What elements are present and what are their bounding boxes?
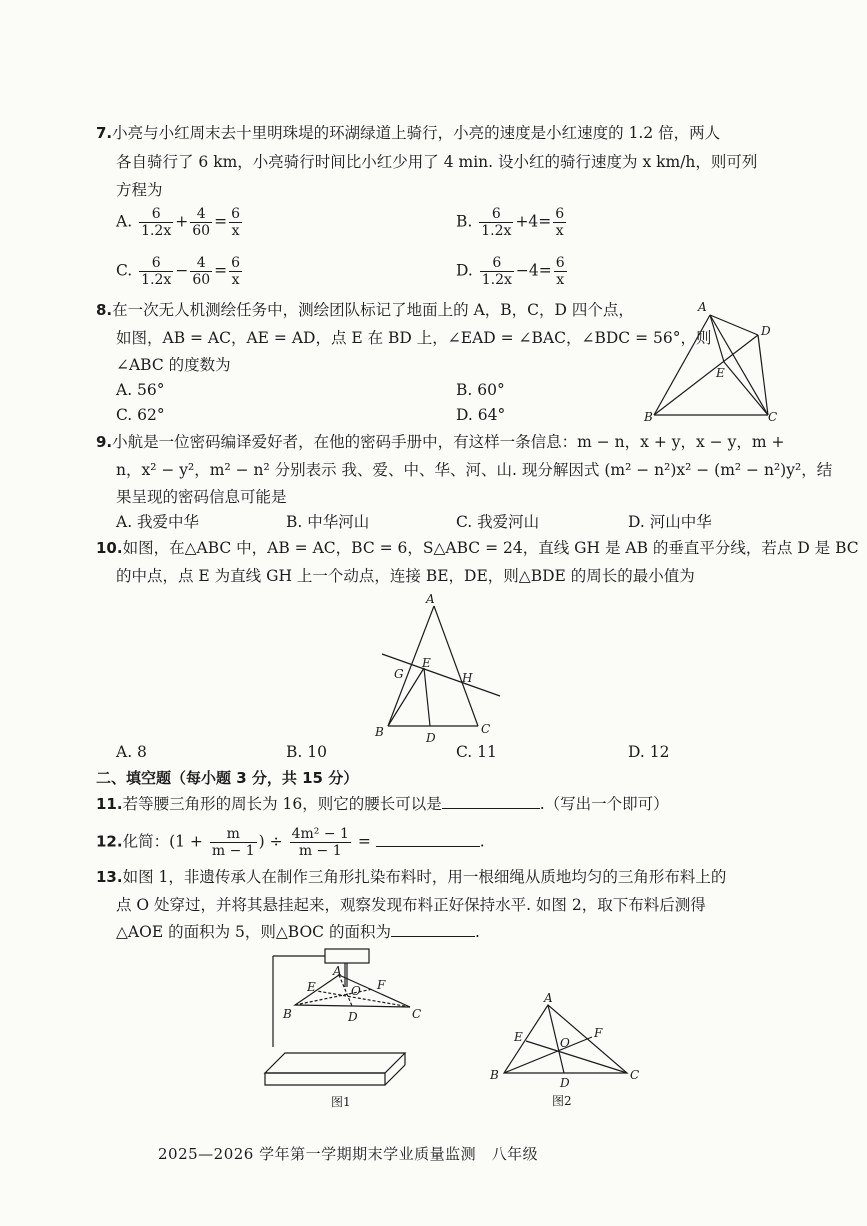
label-d: D	[426, 731, 436, 745]
figure-1-caption: 图1	[331, 1095, 351, 1109]
q7-option-c: C. $\frac{6}{1.2x}$ − $\frac{4}{60}$ = $\frac{6}{x}$	[116, 255, 241, 288]
label-c: C	[630, 1068, 640, 1082]
q13-figure-2	[482, 985, 652, 1110]
label-b: B	[490, 1068, 499, 1082]
q13-figure-1	[255, 945, 445, 1115]
q8-number: 8.	[96, 301, 113, 319]
label-e: E	[716, 366, 725, 380]
q8-figure	[640, 295, 790, 430]
q8-line1: 8.在一次无人机测绘任务中，测绘团队标记了地面上的 A，B，C，D 四个点，	[96, 301, 634, 319]
fraction: $\frac{4}{60}$	[192, 206, 211, 239]
fraction: $\frac{6}{1.2x}$	[141, 255, 172, 288]
q9-option-a: A. 我爱中华	[116, 513, 200, 531]
q9-line2: n，x² − y²，m² − n² 分别表示 我、爱、中、华、河、山. 现分解因式 (m² − n²)x² − (m² − n²)y²，结	[116, 461, 833, 479]
label-b: B	[375, 725, 384, 739]
answer-blank[interactable]	[442, 808, 540, 809]
q10-option-d: D. 12	[628, 743, 670, 761]
label-a: A	[698, 300, 707, 314]
q7-line1	[96, 123, 720, 143]
q10-option-a: A. 8	[116, 743, 147, 761]
q9-option-c: C. 我爱河山	[456, 513, 540, 531]
fraction: $\frac{4}{60}$	[192, 255, 211, 288]
label-f: F	[377, 978, 386, 992]
q12: 12.化简：(1 + $\frac{m}{m - 1}$ ) ÷ $\frac{\text{4m² − 1}}{m - 1}$ = .	[96, 826, 485, 859]
label-e: E	[422, 656, 431, 670]
label-d: D	[560, 1076, 570, 1090]
q9-number: 9.	[96, 433, 113, 451]
label-d: D	[761, 324, 771, 338]
label-e: E	[514, 1030, 523, 1044]
q7-text1: 小亮与小红周末去十里明珠堤的环湖绿道上骑行，小亮的速度是小红速度的 1.2 倍，两人	[112, 124, 721, 142]
fraction: $\frac{6}{1.2x}$	[481, 255, 512, 288]
q8-option-d: D. 64°	[456, 406, 506, 424]
fraction: $\frac{6}{x}$	[555, 255, 565, 288]
fraction: $\frac{6}{x}$	[231, 255, 241, 288]
q7-line3: 方程为	[116, 181, 163, 199]
q13-line3: △AOE 的面积为 5，则△BOC 的面积为 .	[116, 923, 480, 941]
page-footer: 2025—2026 学年第一学期期末学业质量监测 八年级	[158, 1145, 539, 1163]
label-h: H	[462, 671, 473, 685]
fraction: $\frac{6}{1.2x}$	[141, 206, 172, 239]
label-a: A	[544, 991, 553, 1005]
q13-line2: 点 O 处穿过，并将其悬挂起来，观察发现布料正好保持水平. 如图 2，取下布料后测得	[116, 896, 706, 914]
label-f: F	[594, 1026, 603, 1040]
label-g: G	[394, 667, 404, 681]
q8-option-a: A. 56°	[116, 381, 165, 399]
q7-option-d: D. $\frac{6}{1.2x}$ −4= $\frac{6}{x}$	[456, 255, 565, 288]
label-c: C	[412, 1007, 422, 1021]
q7-line2: 各自骑行了 6 km，小亮骑行时间比小红少用了 4 min. 设小红的骑行速度为 x km/h，则可列	[116, 153, 758, 171]
fraction: $\frac{6}{1.2x}$	[481, 206, 512, 239]
q7-number: 7.	[96, 124, 113, 142]
q10-line2: 的中点，点 E 为直线 GH 上一个动点，连接 BE，DE，则△BDE 的周长的最小值为	[116, 567, 695, 585]
label-b: B	[644, 410, 653, 424]
q8-line2: 如图，AB = AC，AE = AD，点 E 在 BD 上，∠EAD = ∠BAC，∠BDC = 56°，则	[116, 329, 712, 347]
q8-option-c: C. 62°	[116, 406, 165, 424]
label-d: D	[348, 1010, 358, 1024]
q8-option-b: B. 60°	[456, 381, 505, 399]
answer-blank[interactable]	[391, 936, 475, 937]
label-c: C	[481, 722, 491, 736]
q10-figure	[370, 590, 510, 750]
q10-number: 10.	[96, 539, 123, 557]
fraction: $\frac{\text{4m² − 1}}{m - 1}$	[291, 826, 349, 859]
q13-line1: 13.如图 1，非遗传承人在制作三角形扎染布料时，用一根细绳从质地均匀的三角形布料上的	[96, 868, 727, 886]
label-a: A	[333, 964, 342, 978]
q8-line3: ∠ABC 的度数为	[116, 356, 231, 374]
label-b: B	[283, 1007, 292, 1021]
answer-blank[interactable]	[376, 846, 480, 847]
q9-option-b: B. 中华河山	[286, 513, 370, 531]
label-a: A	[426, 592, 435, 606]
label-c: C	[768, 410, 778, 424]
q12-number: 12.	[96, 832, 123, 851]
q9-option-d: D. 河山中华	[628, 513, 712, 531]
q9-line1: 9.小航是一位密码编译爱好者，在他的密码手册中，有这样一条信息：m − n，x + y，x − y，m +	[96, 433, 785, 451]
q10-option-c: C. 11	[456, 743, 497, 761]
label-o: O	[560, 1036, 570, 1050]
fraction: $\frac{6}{x}$	[231, 206, 240, 239]
q7-option-b: B. $\frac{6}{1.2x}$ +4= $\frac{6}{x}$	[456, 206, 565, 239]
q11: 11.若等腰三角形的周长为 16，则它的腰长可以是 .（写出一个即可）	[96, 795, 669, 813]
q10-option-b: B. 10	[286, 743, 327, 761]
q10-line1: 10.如图，在△ABC 中，AB = AC，BC = 6，S△ABC = 24，直线 GH 是 AB 的垂直平分线，若点 D 是 BC	[96, 539, 859, 557]
label-o: O	[351, 984, 361, 998]
q11-number: 11.	[96, 795, 123, 813]
label-e: E	[307, 980, 316, 994]
fraction: $\frac{m}{m - 1}$	[211, 826, 255, 859]
section-title: 二、填空题（每小题 3 分，共 15 分）	[96, 769, 359, 787]
q7-option-a: A. $\frac{6}{1.2x}$ + $\frac{4}{60}$ = $\frac{6}{x}$	[116, 206, 240, 239]
q9-line3: 果呈现的密码信息可能是	[116, 488, 287, 506]
fraction: $\frac{6}{x}$	[555, 206, 565, 239]
q13-number: 13.	[96, 868, 123, 886]
figure-2-caption: 图2	[552, 1094, 572, 1108]
